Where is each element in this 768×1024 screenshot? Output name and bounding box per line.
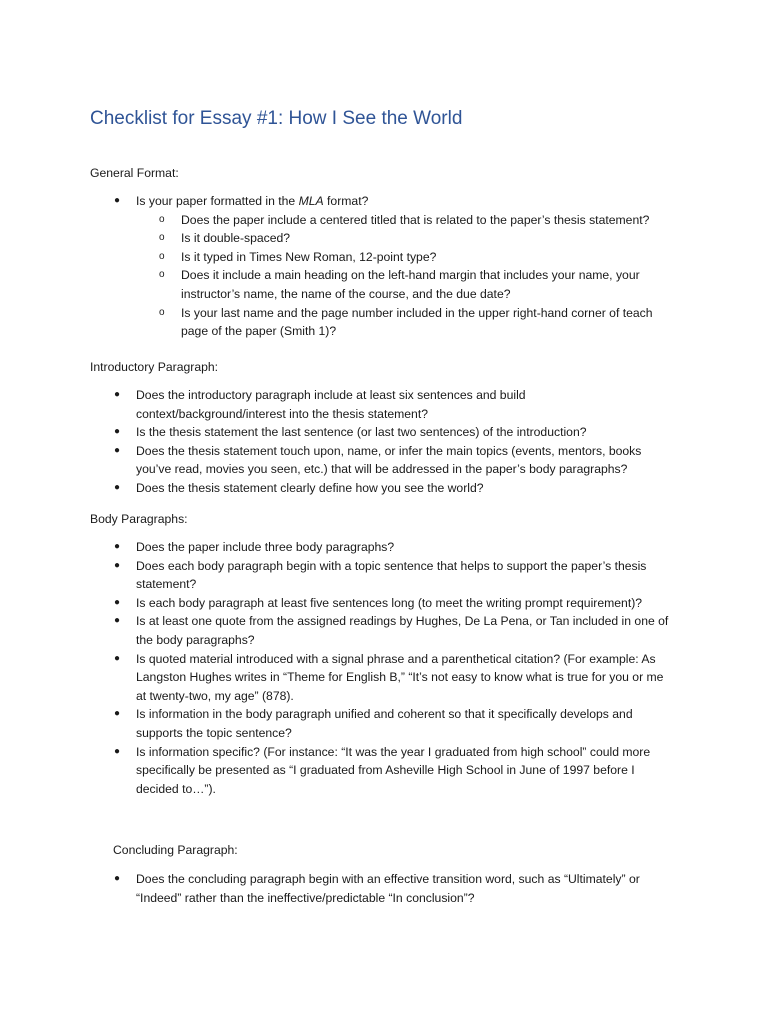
circle-bullet-icon: o (159, 269, 165, 281)
bullet-icon: ● (114, 541, 121, 552)
list-item: ● Does the introductory paragraph include at least six sentences and build context/background/interest into the thesis statement? (114, 388, 526, 421)
bullet-icon: ● (114, 389, 121, 400)
list-item: ● Does each body paragraph begin with a topic sentence that helps to support the paper’s thesis statement? (114, 558, 647, 592)
bullet-icon: ● (114, 615, 121, 627)
section-heading-concluding-paragraph: Concluding Paragraph: (113, 843, 238, 857)
bullet-icon: ● (114, 652, 121, 664)
sub-list-item: o Is it typed in Times New Roman, 12-point type? (0, 248, 681, 267)
circle-bullet-icon: o (159, 232, 165, 244)
list-item: ● Is at least one quote from the assigned readings by Hughes, De La Pena, or Tan included in one of the body paragraphs? (114, 614, 669, 647)
list-item: ● Does the concluding paragraph begin with an effective transition word, such as “Ultimately” or “Indeed” rather than the ineffective/predictable “In conclusion”? (114, 872, 640, 905)
list-item: ● Is quoted material introduced with a signal phrase and a parenthetical citation? (For example: As Langston Hughes writes in “Theme for English B,” “It’s not easy to know what is true for you or me at twenty-two, my age” (878). (114, 651, 664, 703)
section-heading-body-paragraphs: Body Paragraphs: (90, 512, 188, 526)
bullet-icon: ● (114, 559, 121, 571)
sub-list-item: o Is it double-spaced? (0, 229, 681, 248)
introductory-list (0, 386, 676, 498)
bullet-icon: ● (114, 873, 121, 884)
sub-list-item: o Does it include a main heading on the left-hand margin that includes your name, your instructor’s name, the name of the course, and the due date? (159, 268, 640, 301)
bullet-icon: ● (114, 444, 121, 456)
bullet-icon: ● (114, 708, 121, 720)
bullet-icon: ● (114, 195, 121, 206)
concluding-list (0, 870, 676, 907)
page-title: Checklist for Essay #1: How I See the World (90, 108, 463, 129)
list-item: ● Does the paper include three body paragraphs? (0, 538, 676, 557)
bullet-icon: ● (114, 426, 121, 438)
sub-list-item: o Does the paper include a centered titled that is related to the paper’s thesis statement? (0, 211, 681, 230)
circle-bullet-icon: o (159, 250, 165, 262)
list-item: ● Is each body paragraph at least five sentences long (to meet the writing prompt requirement)? (0, 594, 676, 613)
list-item: ● Does the thesis statement clearly define how you see the world? (0, 479, 676, 498)
section-heading-general-format: General Format: (90, 166, 179, 180)
bullet-icon: ● (114, 481, 121, 493)
list-item: ● Is information specific? (For instance: “It was the year I graduated from high school” could more specifically be presented as “I graduated from Asheville High School in June of 1997 before I decided to…”). (114, 744, 651, 796)
sub-list-item: o Is your last name and the page number included in the upper right-hand corner of teach page of the paper (Smith 1)? (159, 305, 653, 339)
list-item: ● Does the thesis statement touch upon, name, or infer the main topics (events, mentors, books you’ve read, movies you seen, etc.) that will be addressed in the paper’s body paragraphs? (114, 443, 642, 477)
list-item: ● Is the thesis statement the last sentence (or last two sentences) of the introduction? (0, 423, 676, 442)
bullet-icon: ● (114, 596, 121, 608)
circle-bullet-icon: o (159, 306, 165, 318)
bullet-icon: ● (114, 745, 121, 757)
section-heading-introductory-paragraph: Introductory Paragraph: (90, 360, 219, 374)
general-format-list (0, 192, 681, 341)
body-paragraphs-list (0, 538, 676, 798)
list-item: ● Is information in the body paragraph unified and coherent so that it specifically develops and supports the topic sentence? (114, 707, 633, 740)
list-item: ● Is your paper formatted in the MLA format? (0, 192, 681, 211)
circle-bullet-icon: o (159, 213, 165, 225)
